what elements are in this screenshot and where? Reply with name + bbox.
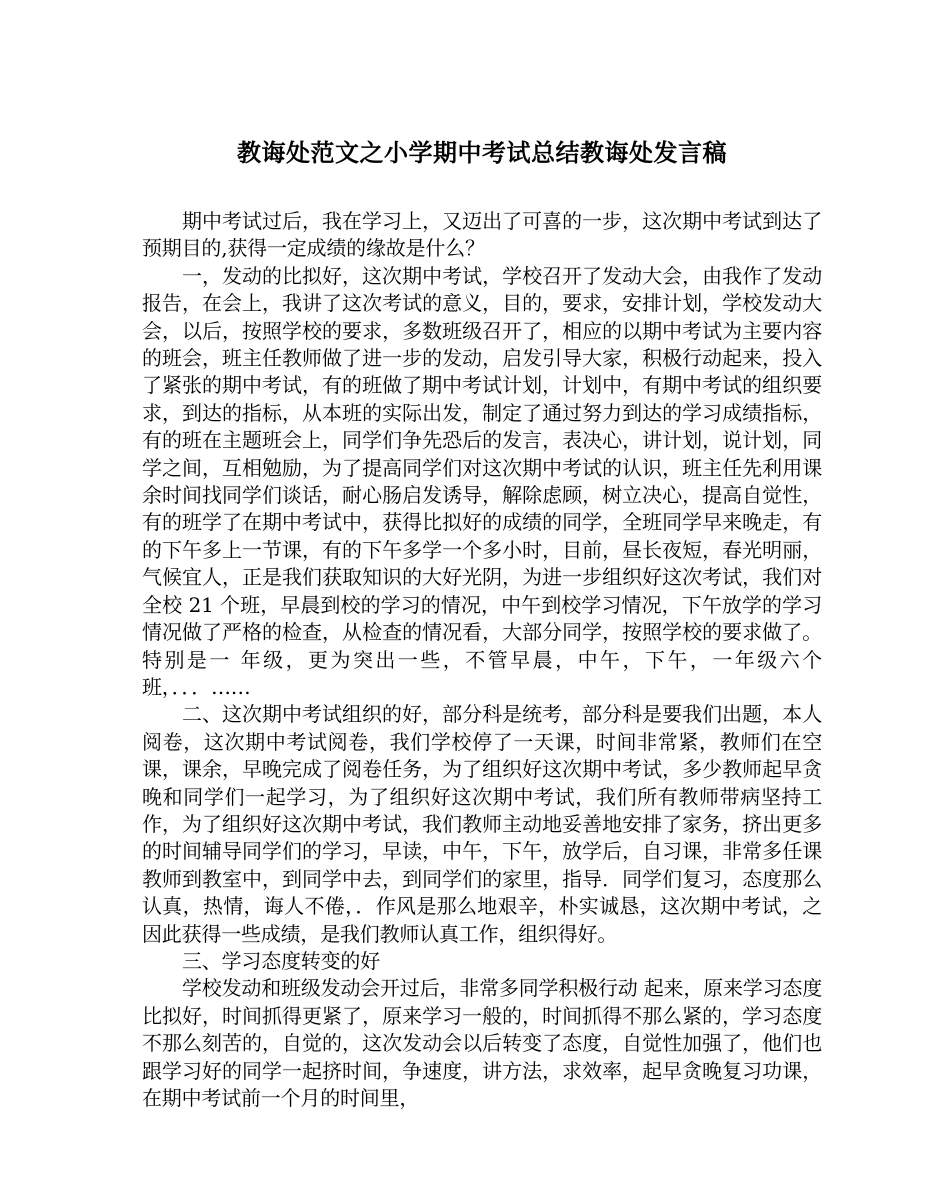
document-body	[142, 208, 822, 1112]
document-title: 教诲处范文之小学期中考试总结教诲处发言稿	[237, 138, 727, 167]
paragraph-section-3: 学校发动和班级发动会开过后，非常多同学积极行动 起来，原来学习态度比拟好，时间抓得更紧了，原来学习一般的，时间抓得不那么紧的，学习态度不那么刻苦的，自觉的，这次发动会以后转变了态度，自觉性加强了，他们也跟学习好的同学一起挤时间，争速度，讲方法，求效率，起早贪晚复习功课，在期中考试前一个月的时间里，	[142, 976, 822, 1110]
paragraph-section-1: 一，发动的比拟好，这次期中考试，学校召开了发动大会，由我作了发动报告，在会上，我讲了这次考试的意义，目的，要求，安排计划，学校发动大会，以后，按照学校的要求，多数班级召开了，相应的以期中考试为主要内容的班会，班主任教师做了进一步的发动，启发引导大家，积极行动起来，投入了紧张的期中考试，有的班做了期中考试计划，计划中，有期中考试的组织要求，到达的指标，从本班的实际出发，制定了通过努力到达的学习成绩指标，有的班在主题班会上，同学们争先恐后的发言，表决心，讲计划，说计划，同学之间，互相勉励，为了提高同学们对这次期中考试的认识，班主任先利用课余时间找同学们谈话，耐心肠启发诱导，解除虑顾，树立决心，提高自觉性，有的班学了在期中考试中，获得比拟好的成绩的同学，全班同学早来晚走，有的下午多上一节课，有的下午多学一个多小时，目前，昼长夜短，春光明丽，气候宜人，正是我们获取知识的大好光阴，为进一步组织好这次考试，我们对全校 21 个班，早晨到校的学习的情况，中午到校学习情况，下午放学的学习情况做了严格的检查，从检查的情况看，大部分同学，按照学校的要求做了。特别是一 年级，更为突出一些，不管早晨，中午，下午，一年级六个班，．．．……	[142, 263, 822, 699]
paragraph-section-2: 二、这次期中考试组织的好，部分科是统考，部分科是要我们出题，本人阅卷，这次期中考试阅卷，我们学校停了一天课，时间非常紧，教师们在空课，课余，早晚完成了阅卷任务，为了组织好这次期中考试，多少教师起早贪晚和同学们一起学习，为了组织好这次期中考试，我们所有教师带病坚持工作，为了组织好这次期中考试，我们教师主动地妥善地安排了家务，挤出更多的时间辅导同学们的学习，早读，中午，下午，放学后，自习课，非常多任课教师到教室中，到同学中去，到同学们的家里，指导．同学们复习，态度那么认真，热情，诲人不倦，．作风是那么地艰辛，朴实诚恳，这次期中考试，之因此获得一些成绩，是我们教师认真工作，组织得好。	[142, 702, 822, 946]
section-3-heading: 三、学习态度转变的好	[182, 948, 380, 973]
paragraph-intro: 期中考试过后，我在学习上，又迈出了可喜的一步，这次期中考试到达了预期目的,获得一定成绩的缘故是什么？	[142, 209, 822, 261]
